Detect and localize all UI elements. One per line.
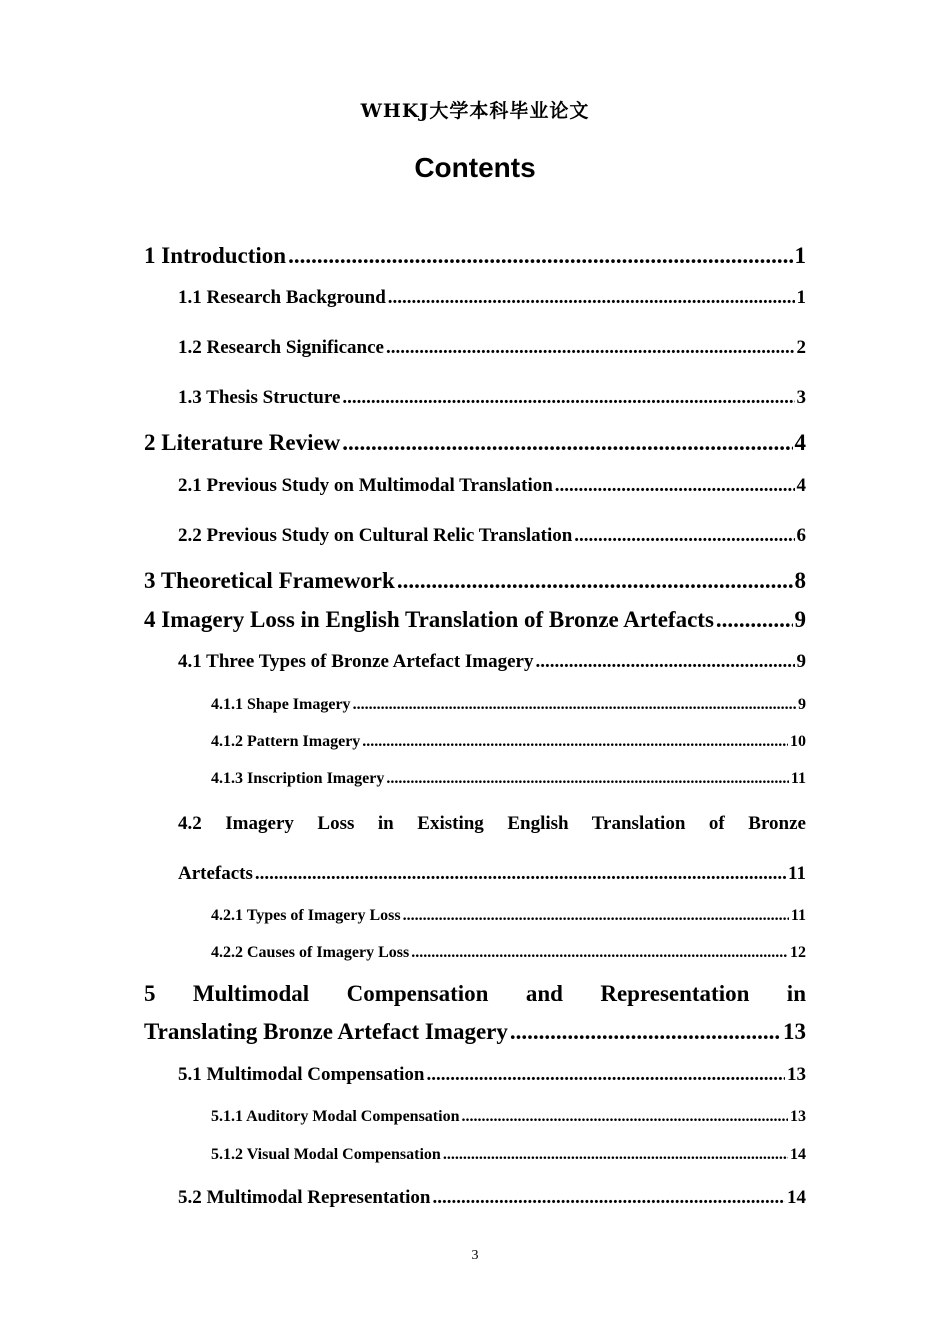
toc-leader-dots xyxy=(574,525,794,547)
toc-entry-text: 5.1 Multimodal Compensation xyxy=(178,1064,425,1085)
toc-page-number: 4 xyxy=(796,475,806,496)
toc-entry-1-2[interactable] xyxy=(178,337,806,359)
toc-entry-text: 4.1.3 Inscription Imagery xyxy=(211,770,385,787)
toc-entry-4-1-2[interactable] xyxy=(211,733,806,751)
toc-entry-4-2[interactable] xyxy=(178,863,806,885)
toc-page-number: 2 xyxy=(796,337,806,358)
toc-entry-4-2-2[interactable] xyxy=(211,944,806,962)
toc-entry-4[interactable] xyxy=(144,607,806,633)
toc-entry-5-line1[interactable]: 5 Multimodal Compensation and Representation in xyxy=(144,981,806,1006)
toc-page-number: 9 xyxy=(798,696,806,713)
toc-entry-5-1[interactable] xyxy=(178,1064,806,1086)
toc-entry-5[interactable] xyxy=(144,1019,806,1045)
toc-entry-text: 2.2 Previous Study on Cultural Relic Translation xyxy=(178,525,573,546)
toc-page-number: 6 xyxy=(796,525,806,546)
toc-leader-dots xyxy=(461,1108,788,1126)
toc-page-number: 14 xyxy=(787,1187,806,1208)
toc-entry-text: 1 Introduction xyxy=(144,243,287,268)
toc-leader-dots xyxy=(411,944,788,962)
toc-page-number: 13 xyxy=(783,1019,806,1044)
toc-leader-dots xyxy=(288,243,792,269)
toc-page-number: 11 xyxy=(790,907,806,924)
toc-page-number: 1 xyxy=(796,287,806,308)
toc-page-number: 10 xyxy=(790,733,806,750)
toc-entry-5-1-2[interactable] xyxy=(211,1146,806,1164)
toc-page-number: 13 xyxy=(790,1108,806,1125)
toc-leader-dots xyxy=(403,907,789,925)
toc-entry-text: 2.1 Previous Study on Multimodal Translation xyxy=(178,475,553,496)
toc-page-number: 12 xyxy=(790,944,806,961)
toc-leader-dots xyxy=(555,475,795,497)
toc-leader-dots xyxy=(427,1064,786,1086)
toc-entry-4-1[interactable] xyxy=(178,651,806,673)
toc-leader-dots xyxy=(255,863,786,885)
toc-leader-dots xyxy=(443,1146,788,1164)
toc-entry-1-3[interactable] xyxy=(178,387,806,409)
toc-entry-text: 1.2 Research Significance xyxy=(178,337,384,358)
toc-page-number: 1 xyxy=(794,243,806,268)
toc-entry-text: 1.1 Research Background xyxy=(178,287,386,308)
toc-entry-2-2[interactable] xyxy=(178,525,806,547)
toc-entry-text: 3 Theoretical Framework xyxy=(144,568,395,593)
toc-entry-4-2-1[interactable] xyxy=(211,907,806,925)
toc-entry-5-2[interactable] xyxy=(178,1187,806,1209)
toc-entry-text: 4.2.2 Causes of Imagery Loss xyxy=(211,944,410,961)
toc-leader-dots xyxy=(535,651,794,673)
toc-entry-text: 4 Imagery Loss in English Translation of Bronze Artefacts xyxy=(144,607,714,632)
toc-page-number: 4 xyxy=(794,430,806,455)
toc-entry-3[interactable] xyxy=(144,568,806,594)
toc-leader-dots xyxy=(716,607,793,633)
toc-page-number: 8 xyxy=(794,568,806,593)
toc-page-number: 13 xyxy=(787,1064,806,1085)
toc-leader-dots xyxy=(353,696,796,714)
toc-entry-text: 4.1.1 Shape Imagery xyxy=(211,696,351,713)
toc-page-number: 3 xyxy=(796,387,806,408)
toc-entry-1-1[interactable] xyxy=(178,287,806,309)
toc-page-number: 14 xyxy=(790,1146,806,1163)
toc-entry-2[interactable] xyxy=(144,430,806,456)
page-header: WHKJ大学本科毕业论文 xyxy=(360,100,590,122)
toc-leader-dots xyxy=(388,287,795,309)
toc-leader-dots xyxy=(342,387,794,409)
toc-leader-dots xyxy=(342,430,792,456)
toc-page-number: 11 xyxy=(788,863,806,884)
toc-entry-text: 4.1 Three Types of Bronze Artefact Imagery xyxy=(178,651,534,672)
toc-leader-dots xyxy=(397,568,793,594)
toc-page-number: 11 xyxy=(790,770,806,787)
contents-title: Contents xyxy=(414,152,536,183)
toc-page-number: 9 xyxy=(796,651,806,672)
toc-entry-text: 1.3 Thesis Structure xyxy=(178,387,341,408)
toc-entry-4-1-1[interactable] xyxy=(211,696,806,714)
toc-entry-text: 5.1.1 Auditory Modal Compensation xyxy=(211,1108,460,1125)
toc-leader-dots xyxy=(510,1019,781,1045)
toc-leader-dots xyxy=(362,733,788,751)
toc-entry-text: Artefacts xyxy=(178,863,253,884)
toc-entry-text: 4.2.1 Types of Imagery Loss xyxy=(211,907,401,924)
toc-leader-dots xyxy=(432,1187,785,1209)
toc-leader-dots xyxy=(386,770,789,788)
toc-entry-text: 5.2 Multimodal Representation xyxy=(178,1187,431,1208)
toc-entry-4-2-line1[interactable]: 4.2 Imagery Loss in Existing English Translation of Bronze xyxy=(178,813,806,834)
toc-entry-1[interactable] xyxy=(144,243,806,269)
toc-entry-text: Translating Bronze Artefact Imagery xyxy=(144,1019,508,1044)
toc-entry-4-1-3[interactable] xyxy=(211,770,806,788)
toc-entry-text: 2 Literature Review xyxy=(144,430,341,455)
toc-leader-dots xyxy=(386,337,795,359)
toc-entry-text: 4.1.2 Pattern Imagery xyxy=(211,733,361,750)
toc-page-number: 9 xyxy=(794,607,806,632)
toc-entry-5-1-1[interactable] xyxy=(211,1108,806,1126)
toc-entry-text: 5.1.2 Visual Modal Compensation xyxy=(211,1146,441,1163)
page-number: 3 xyxy=(471,1248,479,1263)
toc-entry-2-1[interactable] xyxy=(178,475,806,497)
